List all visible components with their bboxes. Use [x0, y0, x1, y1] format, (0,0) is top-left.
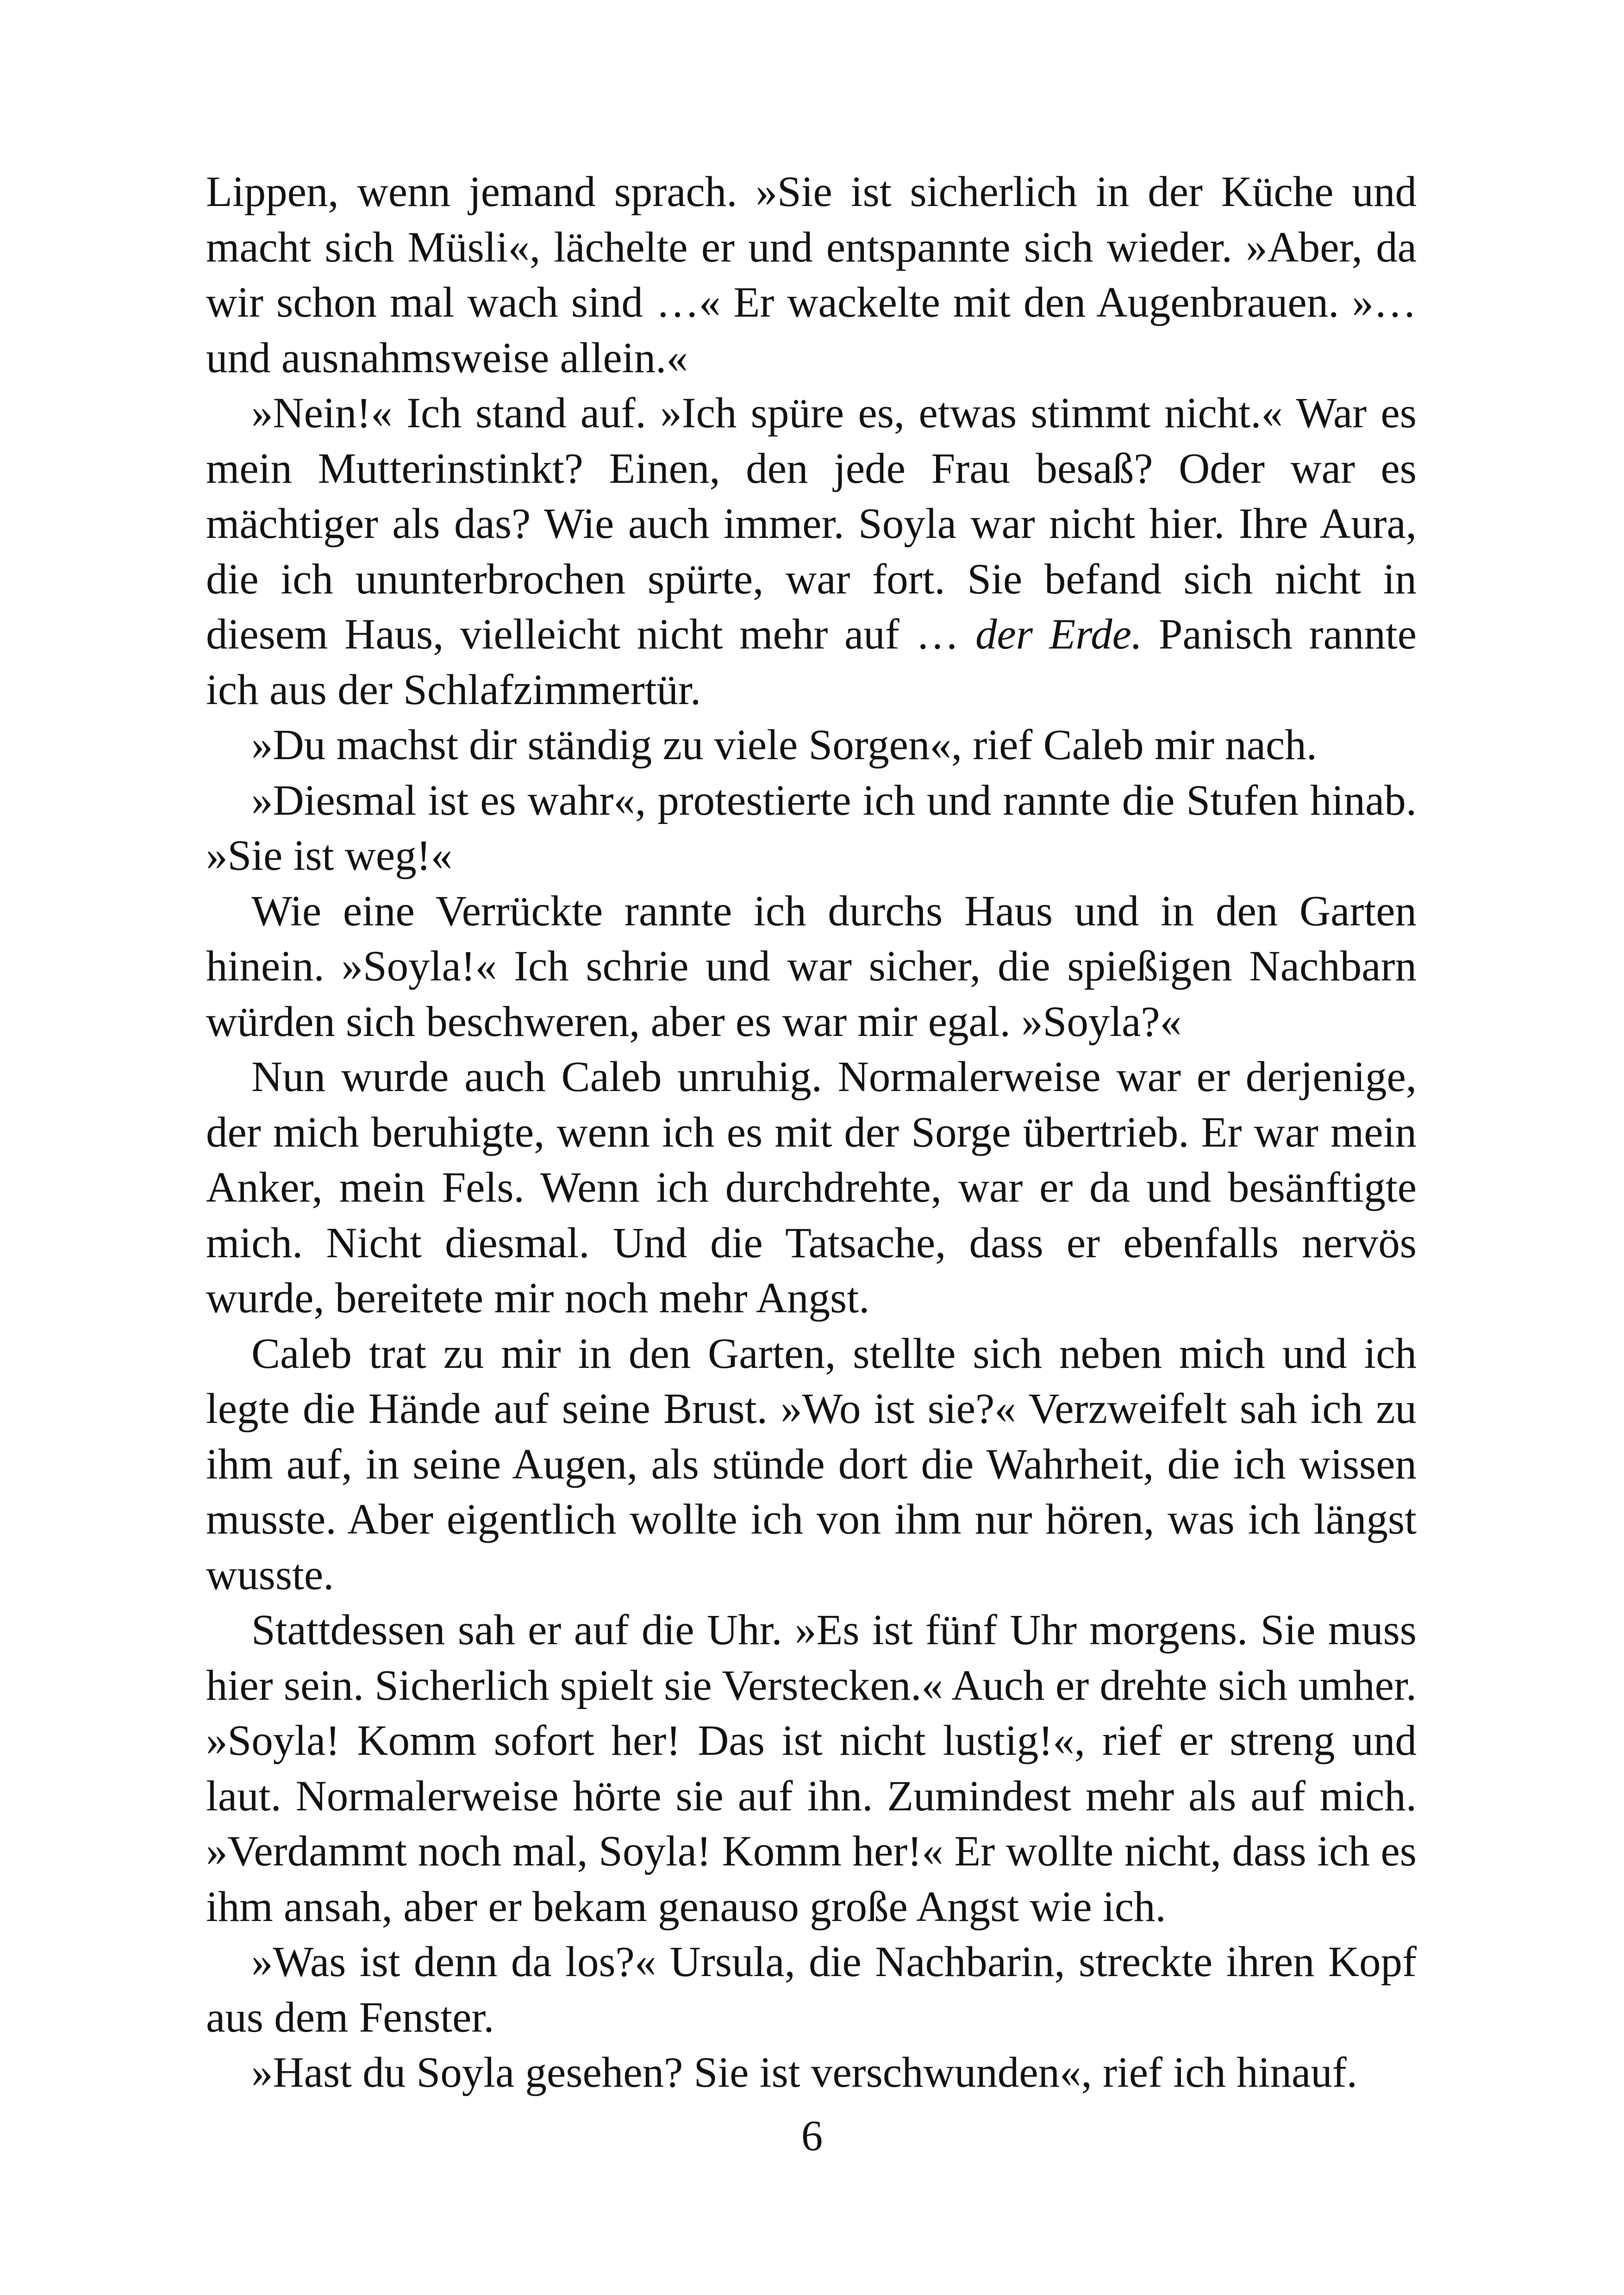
paragraph-text: Panisch rannte ich aus der Schlafzimmertür.: [206, 611, 1417, 714]
paragraph: [206, 884, 1417, 1050]
paragraph: [206, 1603, 1417, 1934]
page-number: 6: [801, 2112, 823, 2160]
italic-text: der Erde.: [975, 611, 1143, 658]
paragraph: [206, 164, 1417, 386]
paragraph-text: Wie eine Verrückte rannte ich durchs Haus und in den Garten hinein. »Soyla!« Ich schrie und war sicher, die spießigen Nachbarn würden sich beschweren, aber es war mir egal. »Soyla?«: [206, 887, 1417, 1046]
paragraph: [206, 1326, 1417, 1603]
paragraph: [206, 1934, 1417, 2045]
paragraph-text: Lippen, wenn jemand sprach. »Sie ist sicherlich in der Küche und macht sich Müsli«, lächelte er und entspannte sich wieder. »Aber, da wir schon mal wach sind …« Er wackelte mit den Augenbrauen. »… und ausnahmsweise allein.«: [206, 168, 1417, 382]
paragraph: [206, 386, 1417, 717]
body-text: [206, 164, 1417, 2101]
paragraph-text: Nun wurde auch Caleb unruhig. Normalerweise war er derjenige, der mich beruhigte, wenn ich es mit der Sorge übertrieb. Er war mein Anker, mein Fels. Wenn ich durchdrehte, war er da und besänftigte mich. Nicht diesmal. Und die Tatsache, dass er ebenfalls nervös wurde, bereitete mir noch mehr Angst.: [206, 1053, 1417, 1322]
paragraph-text: Caleb trat zu mir in den Garten, stellte sich neben mich und ich legte die Hände auf seine Brust. »Wo ist sie?« Verzweifelt sah ich zu ihm auf, in seine Augen, als stünde dort die Wahrheit, die ich wissen musste. Aber eigentlich wollte ich von ihm nur hören, was ich längst wusste.: [206, 1329, 1417, 1599]
paragraph-text: Stattdessen sah er auf die Uhr. »Es ist fünf Uhr morgens. Sie muss hier sein. Sicherlich spielt sie Verstecken.« Auch er drehte sich umher. »Soyla! Komm sofort her! Das ist nicht lustig!«, rief er streng und laut. Normalerweise hörte sie auf ihn. Zumindest mehr als auf mich. »Verdammt noch mal, Soyla! Komm her!« Er wollte nicht, dass ich es ihm ansah, aber er bekam genauso große Angst wie ich.: [206, 1606, 1417, 1931]
paragraph: [206, 717, 1417, 773]
paragraph-text: »Hast du Soyla gesehen? Sie ist verschwunden«, rief ich hinauf.: [251, 2049, 1357, 2096]
paragraph: [206, 2045, 1417, 2101]
paragraph-text: »Du machst dir ständig zu viele Sorgen«, rief Caleb mir nach.: [251, 721, 1318, 769]
paragraph: [206, 1049, 1417, 1326]
paragraph-text: »Nein!« Ich stand auf. »Ich spüre es, etwas stimmt nicht.« War es mein Mutterinstinkt? Einen, den jede Frau besaß? Oder war es mächtiger als das? Wie auch immer. Soyla war nicht hier. Ihre Aura, die ich ununterbrochen spürte, war fort. Sie befand sich nicht in diesem Haus, vielleicht nicht mehr auf …: [206, 389, 1417, 658]
paragraph: [206, 773, 1417, 884]
paragraph-text: »Was ist denn da los?« Ursula, die Nachbarin, streckte ihren Kopf aus dem Fenster.: [206, 1938, 1417, 2041]
paragraph-text: »Diesmal ist es wahr«, protestierte ich und rannte die Stufen hinab. »Sie ist weg!«: [206, 776, 1417, 879]
